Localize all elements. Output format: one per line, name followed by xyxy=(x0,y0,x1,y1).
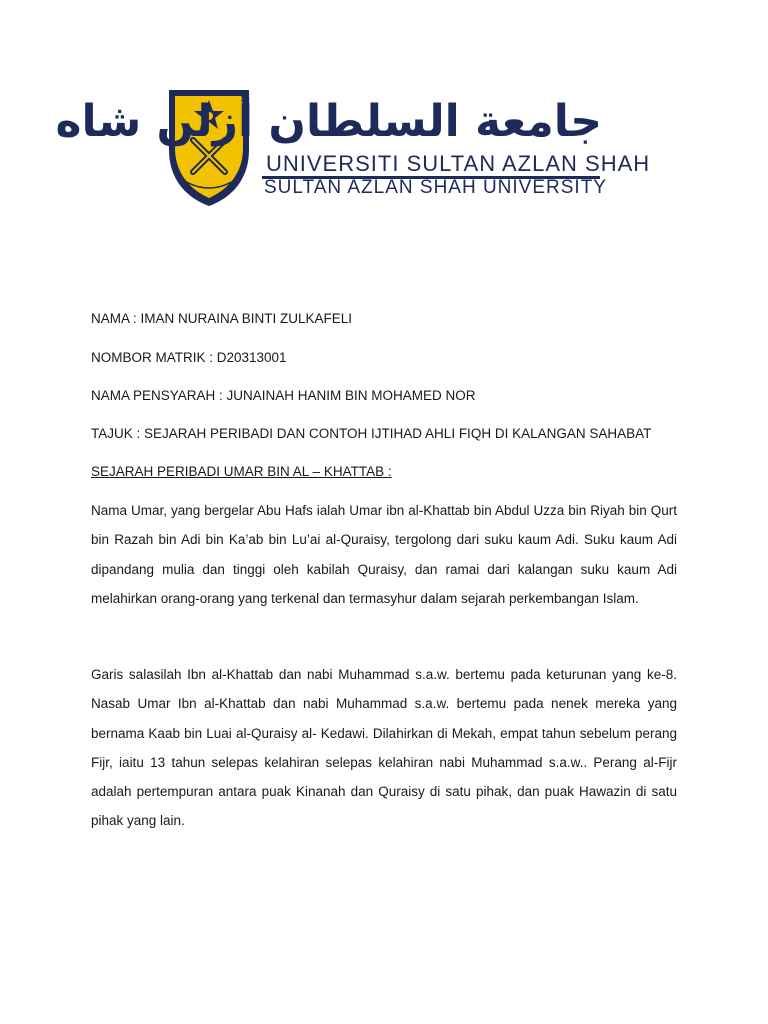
logo-malay-text: UNIVERSITI SULTAN AZLAN SHAH xyxy=(266,151,651,176)
section-heading: SEJARAH PERIBADI UMAR BIN AL – KHATTAB : xyxy=(91,464,392,479)
field-nama-pensyarah: NAMA PENSYARAH : JUNAINAH HANIM BIN MOHAMED NOR xyxy=(91,388,476,403)
field-nama: NAMA : IMAN NURAINA BINTI ZULKAFELI xyxy=(91,311,353,326)
logo-english-text: SULTAN AZLAN SHAH UNIVERSITY xyxy=(264,177,607,198)
field-tajuk: TAJUK : SEJARAH PERIBADI DAN CONTOH IJTIHAD AHLI FIQH DI KALANGAN SAHABAT xyxy=(91,426,652,441)
logo-arabic-text: جامعة السلطان أزلن شاه xyxy=(55,96,602,147)
field-nombor-matrik: NOMBOR MATRIK : D20313001 xyxy=(91,350,287,365)
paragraph-2: Garis salasilah Ibn al-Khattab dan nabi Muhammad s.a.w. bertemu pada keturunan yang ke-8. Nasab Umar Ibn al-Khattab dan nabi Muhammad s.a.w. bertemu pada nenek mereka yang bernama Kaab bin Luai al-Quraisy al- Kedawi. Dilahirkan di Mekah, empat tahun sebelum perang Fijr, iaitu 13 tahun selepas kelahiran selepas kelahiran nabi Muhammad s.a.w.. Perang al-Fijr adalah pertempuran antara puak Kinanah dan Quraisy di satu pihak, dan puak Hawazin di satu pihak yang lain. xyxy=(91,667,677,829)
paragraph-1: Nama Umar, yang bergelar Abu Hafs ialah Umar ibn al-Khattab bin Abdul Uzza bin Riyah bin Qurt bin Razah bin Adi bin Ka’ab bin Lu’ai al-Quraisy, tergolong dari suku kaum Adi. Suku kaum Adi dipandang mulia dan tinggi oleh kabilah Quraisy, dan ramai dari kalangan suku kaum Adi melahirkan orang-orang yang terkenal dan termasyhur dalam sejarah perkembangan Islam. xyxy=(91,503,677,606)
